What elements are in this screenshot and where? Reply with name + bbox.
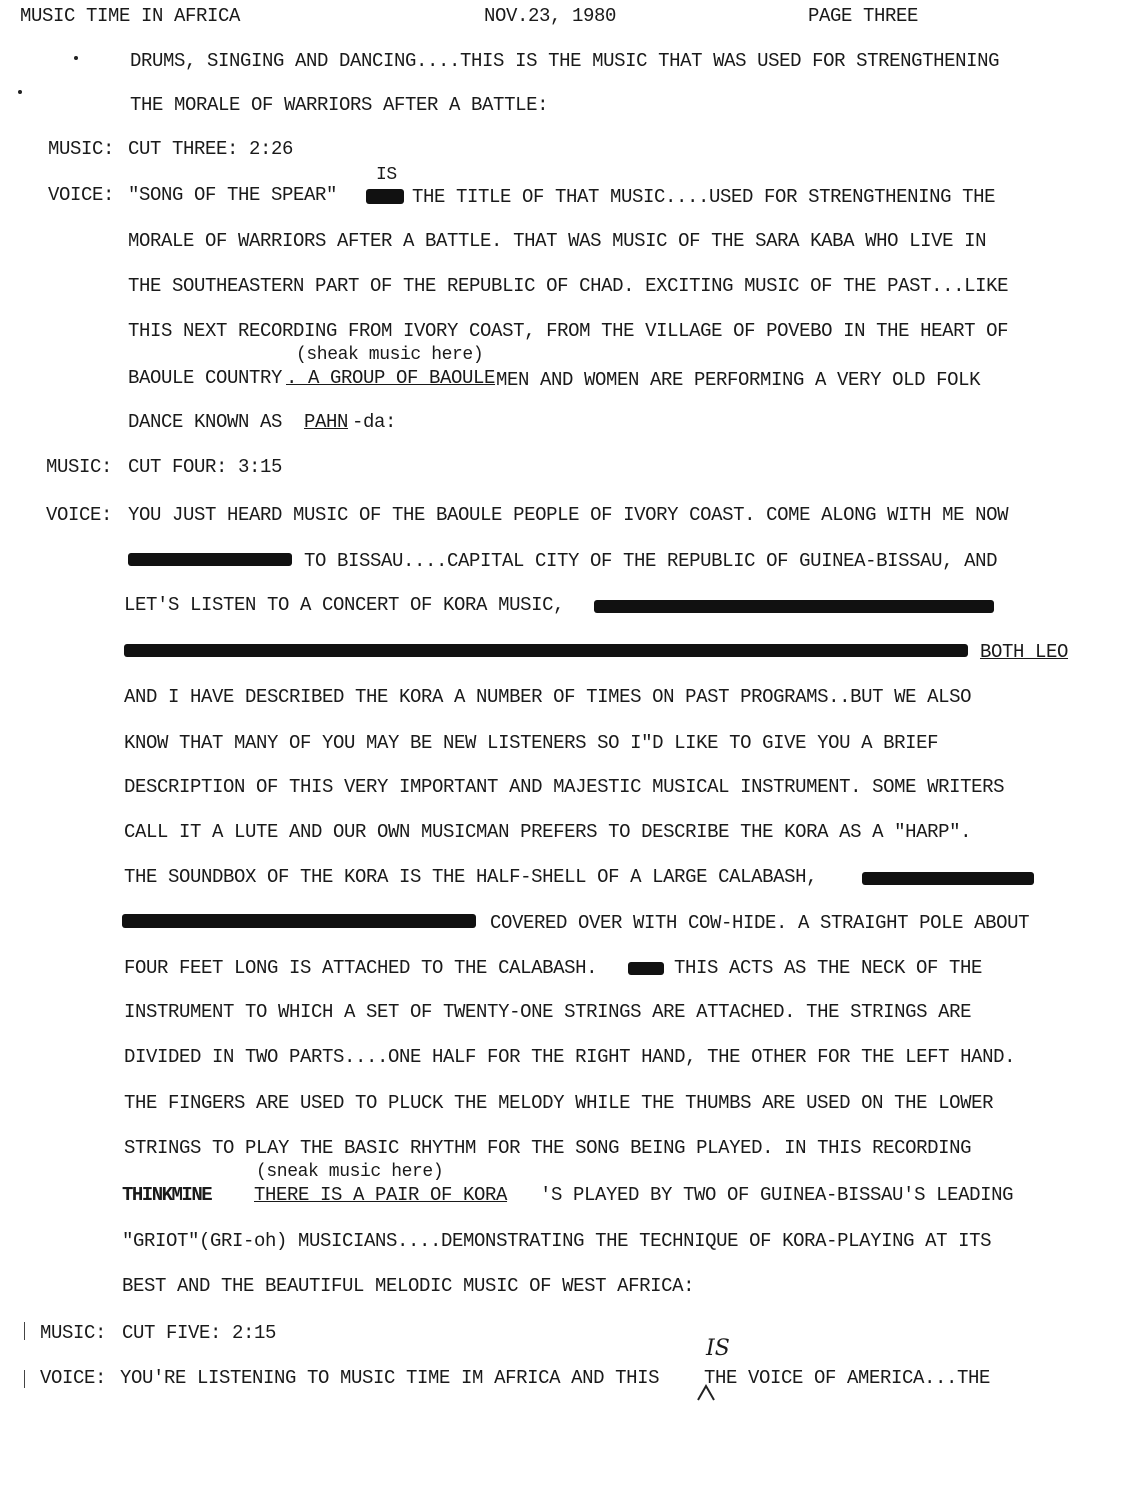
script-line: STRINGS TO PLAY THE BASIC RHYTHM FOR THE SONG BEING PLAYED. IN THIS RECORDING bbox=[124, 1137, 972, 1159]
cue-label-voice: VOICE: bbox=[48, 184, 115, 206]
script-line: CALL IT A LUTE AND OUR OWN MUSICMAN PREFERS TO DESCRIBE THE KORA AS A "HARP". bbox=[124, 821, 972, 843]
script-line: DRUMS, SINGING AND DANCING....THIS IS THE MUSIC THAT WAS USED FOR STRENGTHENING bbox=[130, 50, 1000, 72]
script-line: THE SOUNDBOX OF THE KORA IS THE HALF-SHELL OF A LARGE CALABASH, bbox=[124, 866, 818, 888]
typed-insertion: IS bbox=[376, 165, 397, 185]
cue-label-voice: VOICE: bbox=[40, 1367, 107, 1389]
script-line: THIS ACTS AS THE NECK OF THE bbox=[674, 957, 983, 979]
script-line: THE FINGERS ARE USED TO PLUCK THE MELODY WHILE THE THUMBS ARE USED ON THE LOWER bbox=[124, 1092, 994, 1114]
script-line: 'S PLAYED BY TWO OF GUINEA-BISSAU'S LEADING bbox=[540, 1184, 1014, 1206]
music-cue: CUT FIVE: 2:15 bbox=[122, 1322, 277, 1344]
script-line: YOU'RE LISTENING TO MUSIC TIME IM AFRICA AND THIS bbox=[120, 1367, 660, 1389]
script-line: MORALE OF WARRIORS AFTER A BATTLE. THAT WAS MUSIC OF THE SARA KABA WHO LIVE IN bbox=[128, 230, 987, 252]
script-line-underlined: THERE IS A PAIR OF KORA bbox=[254, 1184, 508, 1206]
redaction-mark bbox=[124, 644, 968, 657]
ink-speck bbox=[74, 56, 78, 60]
script-line: YOU JUST HEARD MUSIC OF THE BAOULE PEOPLE OF IVORY COAST. COME ALONG WITH ME NOW bbox=[128, 504, 1009, 526]
script-line: COVERED OVER WITH COW-HIDE. A STRAIGHT POLE ABOUT bbox=[490, 912, 1030, 934]
redaction-mark bbox=[628, 962, 664, 975]
cue-label-voice: VOICE: bbox=[46, 504, 113, 526]
script-line: FOUR FEET LONG IS ATTACHED TO THE CALABASH. bbox=[124, 957, 598, 979]
script-line: THE SOUTHEASTERN PART OF THE REPUBLIC OF CHAD. EXCITING MUSIC OF THE PAST...LIKE bbox=[128, 275, 1009, 297]
struck-word: THINKMINE bbox=[122, 1184, 212, 1206]
music-cue: CUT FOUR: 3:15 bbox=[128, 456, 283, 478]
cue-label-music: MUSIC: bbox=[46, 456, 113, 478]
script-line: BAOULE COUNTRY bbox=[128, 367, 283, 389]
script-line: THE MORALE OF WARRIORS AFTER A BATTLE: bbox=[130, 94, 549, 116]
caret-insertion-mark bbox=[694, 1380, 718, 1404]
program-title: MUSIC TIME IN AFRICA bbox=[20, 5, 241, 27]
cue-label-music: MUSIC: bbox=[48, 138, 115, 160]
script-line: DESCRIPTION OF THIS VERY IMPORTANT AND MAJESTIC MUSICAL INSTRUMENT. SOME WRITERS bbox=[124, 776, 1005, 798]
script-line: DANCE KNOWN AS bbox=[128, 411, 283, 433]
script-line: -da: bbox=[352, 411, 397, 433]
script-line-underlined: BOTH LEO bbox=[980, 641, 1069, 663]
redaction-mark bbox=[862, 872, 1034, 885]
script-line: THE VOICE OF AMERICA...THE bbox=[704, 1367, 991, 1389]
page-number: PAGE THREE bbox=[808, 5, 919, 27]
stage-direction: (sheak music here) bbox=[296, 345, 484, 365]
script-line: INSTRUMENT TO WHICH A SET OF TWENTY-ONE STRINGS ARE ATTACHED. THE STRINGS ARE bbox=[124, 1001, 972, 1023]
broadcast-date: NOV.23, 1980 bbox=[484, 5, 617, 27]
stage-direction: (sneak music here) bbox=[256, 1162, 444, 1182]
handwritten-insertion: IS bbox=[706, 1336, 730, 1361]
script-line: THE TITLE OF THAT MUSIC....USED FOR STRENGTHENING THE bbox=[412, 186, 996, 208]
redaction-mark bbox=[594, 600, 994, 613]
redaction-mark bbox=[366, 189, 404, 204]
script-line: KNOW THAT MANY OF YOU MAY BE NEW LISTENERS SO I"D LIKE TO GIVE YOU A BRIEF bbox=[124, 732, 939, 754]
redaction-mark bbox=[128, 553, 292, 566]
script-line: AND I HAVE DESCRIBED THE KORA A NUMBER OF TIMES ON PAST PROGRAMS..BUT WE ALSO bbox=[124, 686, 972, 708]
ink-speck bbox=[18, 90, 22, 94]
script-line: BEST AND THE BEAUTIFUL MELODIC MUSIC OF WEST AFRICA: bbox=[122, 1275, 695, 1297]
script-line: THIS NEXT RECORDING FROM IVORY COAST, FROM THE VILLAGE OF POVEBO IN THE HEART OF bbox=[128, 320, 1009, 342]
script-line: TO BISSAU....CAPITAL CITY OF THE REPUBLIC OF GUINEA-BISSAU, AND bbox=[304, 550, 998, 572]
redaction-mark bbox=[122, 914, 476, 928]
script-line: MEN AND WOMEN ARE PERFORMING A VERY OLD FOLK bbox=[496, 369, 981, 391]
margin-mark bbox=[24, 1370, 25, 1388]
music-cue: CUT THREE: 2:26 bbox=[128, 138, 294, 160]
script-line: "GRIOT"(GRI-oh) MUSICIANS....DEMONSTRATING THE TECHNIQUE OF KORA-PLAYING AT ITS bbox=[122, 1230, 992, 1252]
script-line: DIVIDED IN TWO PARTS....ONE HALF FOR THE RIGHT HAND, THE OTHER FOR THE LEFT HAND. bbox=[124, 1046, 1016, 1068]
script-line-underlined: . A GROUP OF BAOULE bbox=[286, 367, 496, 389]
pronunciation-underlined: PAHN bbox=[304, 411, 349, 433]
script-line: "SONG OF THE SPEAR" bbox=[128, 184, 338, 206]
cue-label-music: MUSIC: bbox=[40, 1322, 107, 1344]
margin-mark bbox=[24, 1322, 25, 1340]
script-line: LET'S LISTEN TO A CONCERT OF KORA MUSIC, bbox=[124, 594, 565, 616]
